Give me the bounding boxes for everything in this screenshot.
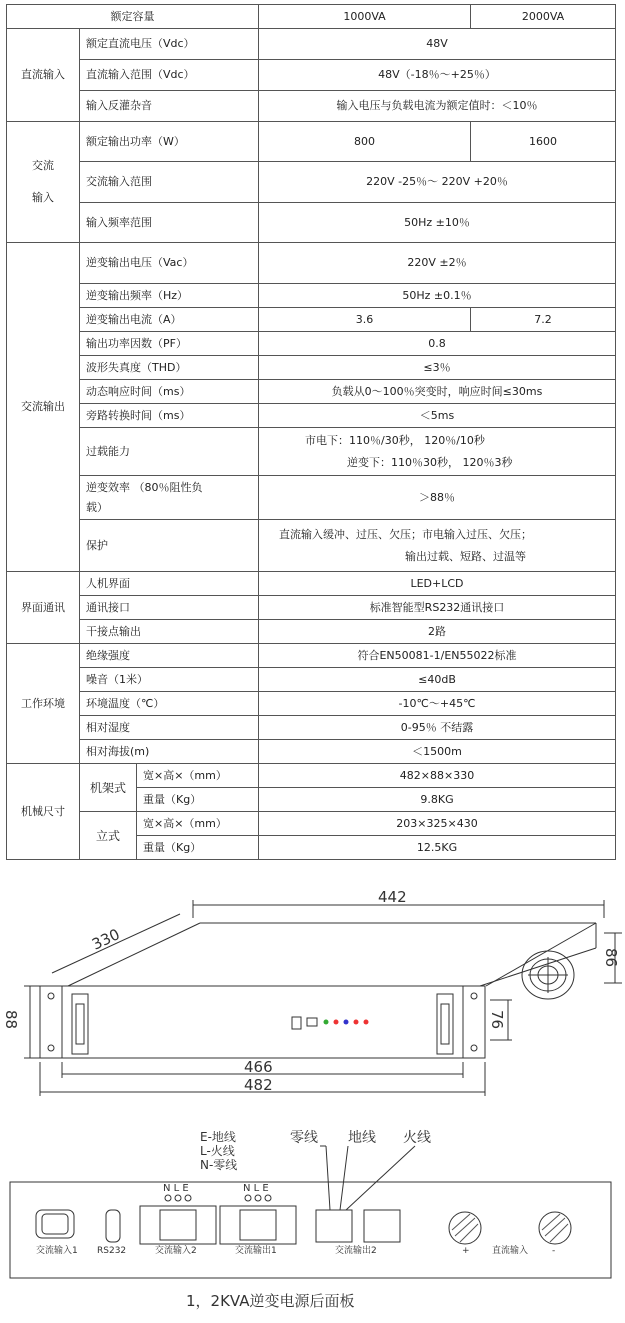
efficiency-label-line1: 逆变效率 （80％阻性负 [86, 480, 203, 494]
group-environment: 工作环境 [7, 644, 80, 764]
protection-line1: 直流输入缓冲、过压、欠压；市电输入过压、欠压； [279, 527, 532, 541]
row-label: 输出功率因数（PF） [80, 332, 259, 356]
dim-depth: 330 [89, 925, 123, 954]
row-value: ≤3％ [259, 356, 616, 380]
table-row [7, 332, 616, 356]
row-label: 通讯接口 [80, 596, 259, 620]
group-ac-input-line2: 输入 [32, 191, 54, 204]
row-label: 绝缘强度 [80, 644, 259, 668]
row-value: 48V [259, 29, 616, 60]
dim-overall-width: 482 [244, 1076, 273, 1094]
row-value: -10℃～+45℃ [259, 692, 616, 716]
row-value [259, 428, 616, 476]
table-row [7, 5, 616, 29]
row-value: 12.5KG [259, 836, 616, 860]
row-value: LED+LCD [259, 572, 616, 596]
legend-neutral: N-零线 [200, 1158, 238, 1172]
row-value-1000va: 800 [259, 122, 471, 162]
row-label: 相对海拔(m) [80, 740, 259, 764]
chassis-drawing-svg [0, 878, 625, 1108]
dim-handle-height: 76 [488, 1010, 506, 1030]
efficiency-label-line2: 载） [86, 500, 108, 514]
table-row [7, 620, 616, 644]
rear-panel-drawing [0, 1126, 625, 1319]
table-row [7, 404, 616, 428]
row-value: 50Hz ±0.1％ [259, 284, 616, 308]
row-label: 重量（Kg） [137, 788, 259, 812]
table-row [7, 356, 616, 380]
label-ac-input2: 交流输入2 [155, 1246, 197, 1256]
row-label: 相对湿度 [80, 716, 259, 740]
rear-panel-svg [0, 1126, 625, 1319]
legend-ground: E-地线 [200, 1130, 236, 1144]
rated-capacity-label: 额定容量 [7, 5, 259, 29]
rack-mount-label: 机架式 [80, 764, 137, 812]
row-value: ＜5ms [259, 404, 616, 428]
label-ac-output1: 交流输出1 [235, 1246, 277, 1256]
row-value: 9.8KG [259, 788, 616, 812]
table-row [7, 380, 616, 404]
table-row [7, 428, 616, 476]
row-value: 标准智能型RS232通讯接口 [259, 596, 616, 620]
row-label: 重量（Kg） [137, 836, 259, 860]
table-row [7, 29, 616, 60]
row-label: 宽×高×（mm） [137, 812, 259, 836]
table-row [7, 476, 616, 520]
row-value: 220V -25％～ 220V +20％ [259, 162, 616, 203]
table-row [7, 740, 616, 764]
row-value: ＞88％ [259, 476, 616, 520]
table-row [7, 716, 616, 740]
row-label: 输入反灌杂音 [80, 91, 259, 122]
label-plus: + [462, 1246, 470, 1256]
table-row [7, 284, 616, 308]
table-row [7, 162, 616, 203]
label-rs232: RS232 [97, 1246, 127, 1256]
chassis-drawing [0, 878, 625, 1108]
row-value: 220V ±2％ [259, 243, 616, 284]
table-row [7, 692, 616, 716]
row-value-2000va: 1600 [471, 122, 616, 162]
callout-ground: 地线 [348, 1130, 376, 1146]
dim-top-width: 442 [378, 888, 407, 906]
row-label: 输入频率范围 [80, 203, 259, 243]
group-interface: 界面通讯 [7, 572, 80, 644]
row-value: 0.8 [259, 332, 616, 356]
row-label: 干接点输出 [80, 620, 259, 644]
rear-panel-caption: 1，2KVA逆变电源后面板 [186, 1292, 355, 1310]
group-mechanical: 机械尺寸 [7, 764, 80, 860]
table-row [7, 668, 616, 692]
row-label: 动态响应时间（ms） [80, 380, 259, 404]
row-value-1000va: 3.6 [259, 308, 471, 332]
row-value-2000va: 7.2 [471, 308, 616, 332]
table-row [7, 596, 616, 620]
table-row [7, 520, 616, 572]
group-dc-input: 直流输入 [7, 29, 80, 122]
legend-live: L-火线 [200, 1144, 235, 1158]
label-minus: - [552, 1246, 556, 1256]
spec-table [6, 4, 616, 860]
row-label: 逆变输出频率（Hz） [80, 284, 259, 308]
row-label: 保护 [80, 520, 259, 572]
overload-line2: 逆变下：110％30秒， 120％3秒 [347, 455, 513, 469]
row-label [80, 476, 259, 520]
dim-side-height: 86 [602, 948, 620, 968]
row-value [259, 520, 616, 572]
table-row [7, 644, 616, 668]
row-label: 直流输入范围（Vdc） [80, 60, 259, 91]
table-row [7, 812, 616, 836]
row-label: 噪音（1米） [80, 668, 259, 692]
row-value: 输入电压与负载电流为额定值时：＜10％ [259, 91, 616, 122]
protection-line2: 输出过载、短路、过温等 [405, 549, 526, 563]
row-label: 额定输出功率（W） [80, 122, 259, 162]
dim-front-height: 88 [2, 1010, 20, 1030]
row-value: ＜1500m [259, 740, 616, 764]
table-row [7, 308, 616, 332]
row-value: 负载从0～100％突变时，响应时间≤30ms [259, 380, 616, 404]
row-label: 波形失真度（THD） [80, 356, 259, 380]
capacity-1000va: 1000VA [259, 5, 471, 29]
row-label: 逆变输出电流（A） [80, 308, 259, 332]
row-value: 0-95％ 不结露 [259, 716, 616, 740]
table-row [7, 60, 616, 91]
group-ac-input [7, 122, 80, 243]
callout-live: 火线 [403, 1130, 431, 1146]
row-label: 环境温度（℃） [80, 692, 259, 716]
row-value: 482×88×330 [259, 764, 616, 788]
table-row [7, 764, 616, 788]
row-value: ≤40dB [259, 668, 616, 692]
label-ac-input1: 交流输入1 [36, 1246, 78, 1256]
row-value: 2路 [259, 620, 616, 644]
row-label: 人机界面 [80, 572, 259, 596]
row-value: 50Hz ±10％ [259, 203, 616, 243]
table-row [7, 203, 616, 243]
table-row [7, 572, 616, 596]
terminal-letters-2: N L E [243, 1183, 269, 1194]
overload-line1: 市电下：110％/30秒， 120％/10秒 [305, 433, 485, 447]
callout-neutral: 零线 [290, 1130, 318, 1146]
group-ac-input-line1: 交流 [32, 159, 54, 172]
row-value: 203×325×430 [259, 812, 616, 836]
row-label: 过载能力 [80, 428, 259, 476]
row-label: 交流输入范围 [80, 162, 259, 203]
row-value: 48V（-18％～+25％） [259, 60, 616, 91]
row-label: 额定直流电压（Vdc） [80, 29, 259, 60]
row-label: 宽×高×（mm） [137, 764, 259, 788]
table-row [7, 122, 616, 162]
dim-inner-width: 466 [244, 1058, 273, 1076]
group-ac-output: 交流输出 [7, 243, 80, 572]
row-label: 旁路转换时间（ms） [80, 404, 259, 428]
row-value: 符合EN50081-1/EN55022标准 [259, 644, 616, 668]
capacity-2000va: 2000VA [471, 5, 616, 29]
table-row [7, 243, 616, 284]
label-dc-input: 直流输入 [492, 1246, 529, 1256]
terminal-letters-1: N L E [163, 1183, 189, 1194]
table-row [7, 91, 616, 122]
label-ac-output2: 交流输出2 [335, 1246, 377, 1256]
tower-label: 立式 [80, 812, 137, 860]
row-label: 逆变输出电压（Vac） [80, 243, 259, 284]
